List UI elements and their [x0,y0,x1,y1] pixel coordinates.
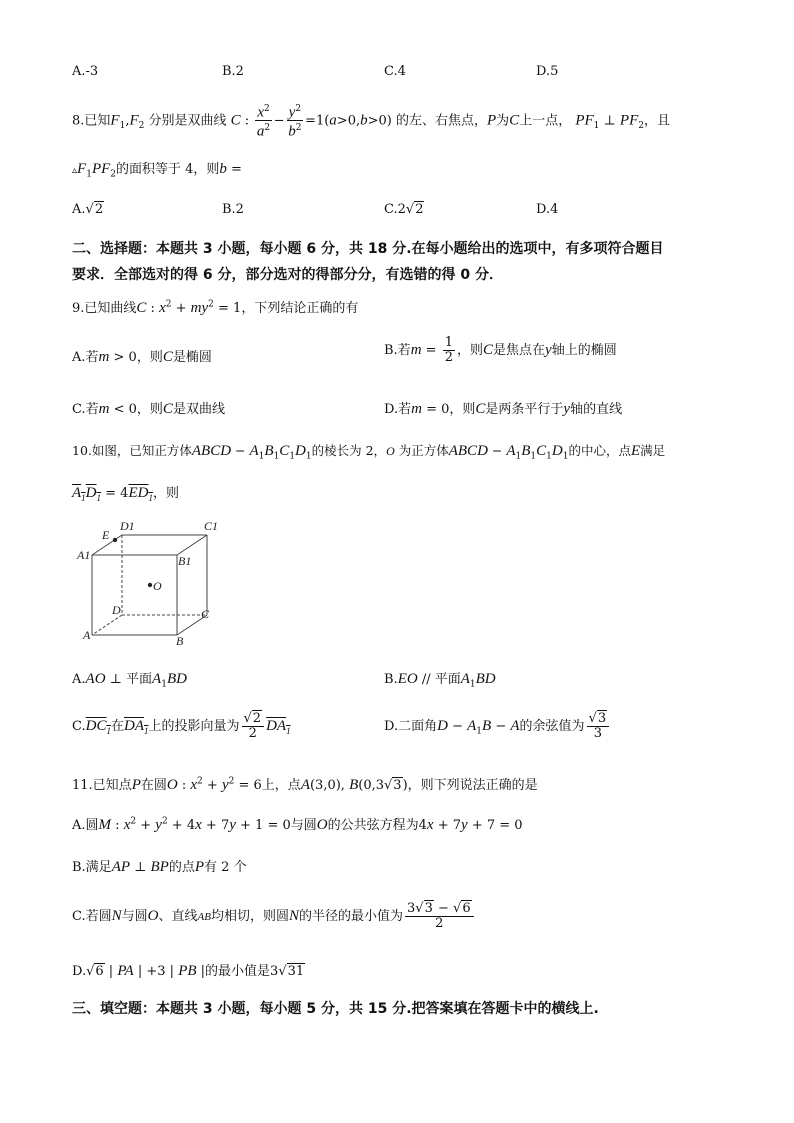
section2-heading-line2: 要求．全部选对的得 6 分，部分选对的得部分分，有选错的得 0 分． [72,267,503,283]
q9-option-d: D.若m = 0，则C是两条平行于y轴的直线 [384,401,623,417]
q8-option-a: A.√2 [72,202,104,217]
cube-figure [72,515,222,645]
q8-stem-line2: $▵F_1PF_2$的面积等于 4，则b = [72,161,242,180]
q9-option-b: B.若m = $\frac{1}{2}$ ，则C是焦点在y轴上的椭圆 [384,335,617,365]
q11-option-d: D.√6 | PA | +3 | PB |的最小值是3√31 [72,963,305,979]
label-d1: D1 [120,519,135,533]
q7-option-c: C.4 [384,64,406,79]
q10-option-b: B.EO // 平面$A_1BD$ [384,671,496,690]
q8-option-c: C.2√2 [384,202,424,217]
q8-stem: 8.已知$F_1,F_2$ 分别是双曲线 C : $\frac{x^2}{a^2}$ − $\frac{y^2}{b^2}$ =1(a>0,b>0) 的左、右焦点，P为C上一点， $PF_1$ ⊥ $PF_2$，且 [72,104,670,140]
label-o: O [153,579,162,593]
q8-option-b: B.2 [222,202,244,217]
q11-option-c: C.若圆N与圆O、直线AB均相切，则圆N的半径的最小值为 $\frac{3√3 - √6}{2}$ [72,902,476,931]
q7-option-a: A.-3 [72,64,99,79]
q8-option-d: D.4 [536,202,559,217]
label-c1: C1 [204,519,219,533]
q10-stem-line2: $A_1D_1 = 4ED_1$，则 [72,485,179,503]
edge-da [92,615,122,635]
q9-stem: 9.已知曲线C : $x^2 + my^2 = 1$，下列结论正确的有 [72,299,359,316]
section3-heading: 三、填空题：本题共 3 小题，每小题 5 分，共 15 分.把答案填在答题卡中的横线上. [72,1001,599,1017]
q10-option-c: $C.DC_1$在$DA_1$上的投影向量为 $\frac{√2}{2}$ $DA_1$ [72,711,291,741]
section2-heading-line1: 二、选择题：本题共 3 小题，每小题 6 分，共 18 分.在每小题给出的选项中，有多项符合题目 [72,241,664,257]
q7-option-d: D.5 [536,64,559,79]
edge-b1c1 [177,535,207,555]
q7-option-b: B.2 [222,64,244,79]
label-c: C [201,607,210,621]
label-a: A [83,628,91,642]
q11-stem: 11.已知点P在圆O : $x^2 + y^2 = 6$上，点A(3,0), B(0,3√3)，则下列说法正确的是 [72,776,538,793]
label-b1: B1 [178,554,192,568]
label-d: D [112,603,121,617]
q11-option-b: B.满足AP ⊥ BP的点P有 2 个 [72,859,247,875]
label-a1: A1 [77,548,91,562]
label-b: B [176,634,184,645]
q10-option-d: D.二面角$D - A_1B - A$的余弦值为 $\frac{√3}{3}$ [384,712,611,741]
point-o [148,583,152,587]
q11-option-a: A.圆M : $x^2 + y^2 + 4x + 7y + 1 = 0$与圆O的公共弦方程为4x + 7y + 7 = 0 [72,816,523,833]
q10-option-a: A.AO ⊥ 平面$A_1BD$ [72,671,187,690]
q9-option-a: A.若m > 0，则C是椭圆 [72,349,212,365]
point-e [113,538,117,542]
label-e: E [102,528,110,542]
q9-option-c: C.若m < 0，则C是双曲线 [72,401,225,417]
q10-stem: 10.如图，已知正方体ABCD − $A_1B_1C_1D_1$的棱长为 2，O 为正方体ABCD − $A_1B_1C_1D_1$的中心，点E满足 [72,443,666,462]
